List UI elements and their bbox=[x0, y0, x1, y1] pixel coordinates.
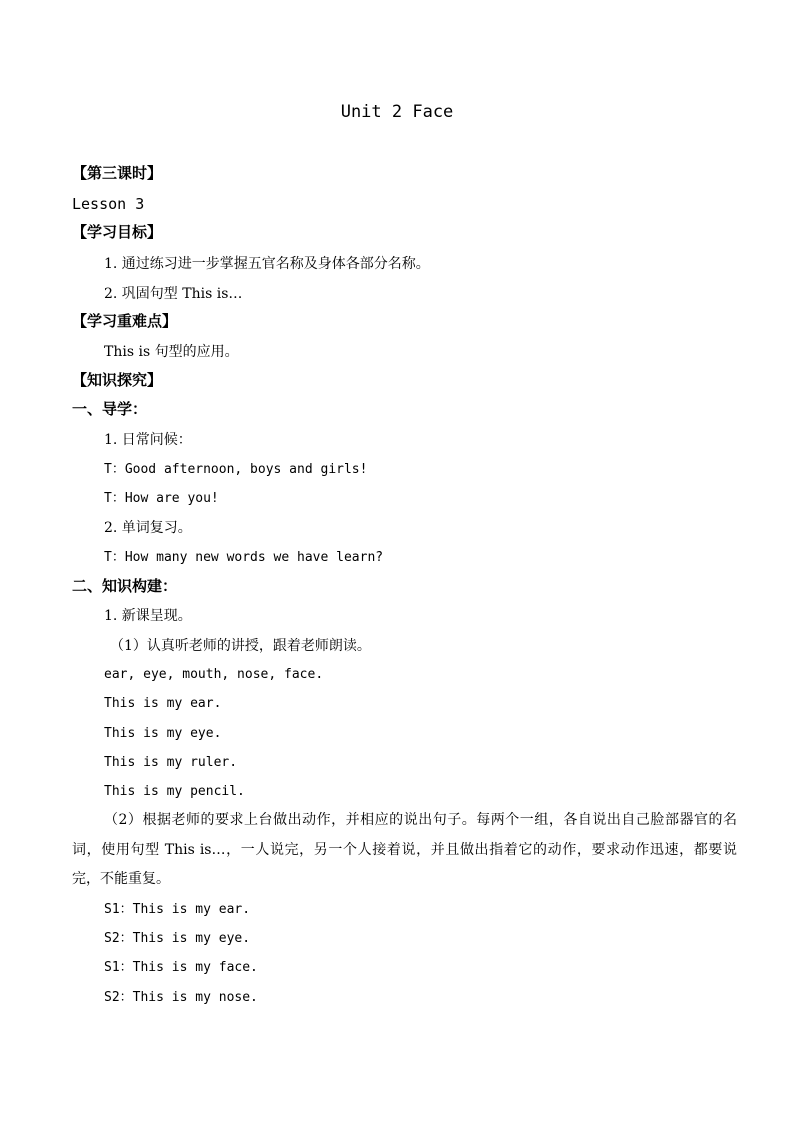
objective-item-2: 2. 巩固句型 This is… bbox=[104, 286, 243, 302]
section2-line-5: This is my eye. bbox=[104, 726, 222, 741]
dialogue-line-1: S1：This is my ear. bbox=[104, 902, 251, 917]
section1-heading: 一、导学： bbox=[72, 400, 148, 418]
section1-line-2: T：Good afternoon, boys and girls! bbox=[104, 462, 368, 477]
section2-line-7: This is my pencil. bbox=[104, 784, 245, 799]
section1-line-4: 2. 单词复习。 bbox=[104, 520, 192, 536]
dialogue-line-2: S2：This is my eye. bbox=[104, 931, 251, 946]
section2-line-2: （1）认真听老师的讲授，跟着老师朗读。 bbox=[110, 638, 371, 654]
lesson-label: Lesson 3 bbox=[72, 195, 145, 213]
document-title: Unit 2 Face bbox=[340, 102, 454, 122]
objective-item-1: 1. 通过练习进一步掌握五官名称及身体各部分名称。 bbox=[104, 256, 430, 272]
section2-line-1: 1. 新课呈现。 bbox=[104, 608, 192, 624]
section2-line-3: ear, eye, mouth, nose, face. bbox=[104, 667, 324, 682]
key-points-text: This is 句型的应用。 bbox=[104, 344, 239, 360]
section1-line-5: T：How many new words we have learn? bbox=[104, 550, 384, 565]
dialogue-line-4: S2：This is my nose. bbox=[104, 990, 258, 1005]
section2-line-4: This is my ear. bbox=[104, 696, 222, 711]
section1-line-3: T：How are you! bbox=[104, 491, 219, 506]
section2-heading: 二、知识构建： bbox=[72, 577, 178, 595]
section2-paragraph: （2）根据老师的要求上台做出动作，并相应的说出句子。每两个一组，各自说出自己脸部器官的名词，使用句型 This is…，一人说完，另一个人接着说，并且做出指着它的动作，要求动作迅速，都要说完，不能重复。 bbox=[72, 812, 737, 887]
dialogue-line-3: S1：This is my face. bbox=[104, 960, 258, 975]
exploration-heading: 【知识探究】 bbox=[72, 371, 163, 389]
section1-line-1: 1. 日常问候： bbox=[104, 432, 192, 448]
key-points-heading: 【学习重难点】 bbox=[72, 312, 178, 330]
objectives-heading: 【学习目标】 bbox=[72, 223, 163, 241]
section2-line-6: This is my ruler. bbox=[104, 755, 238, 770]
period-heading: 【第三课时】 bbox=[72, 164, 163, 182]
